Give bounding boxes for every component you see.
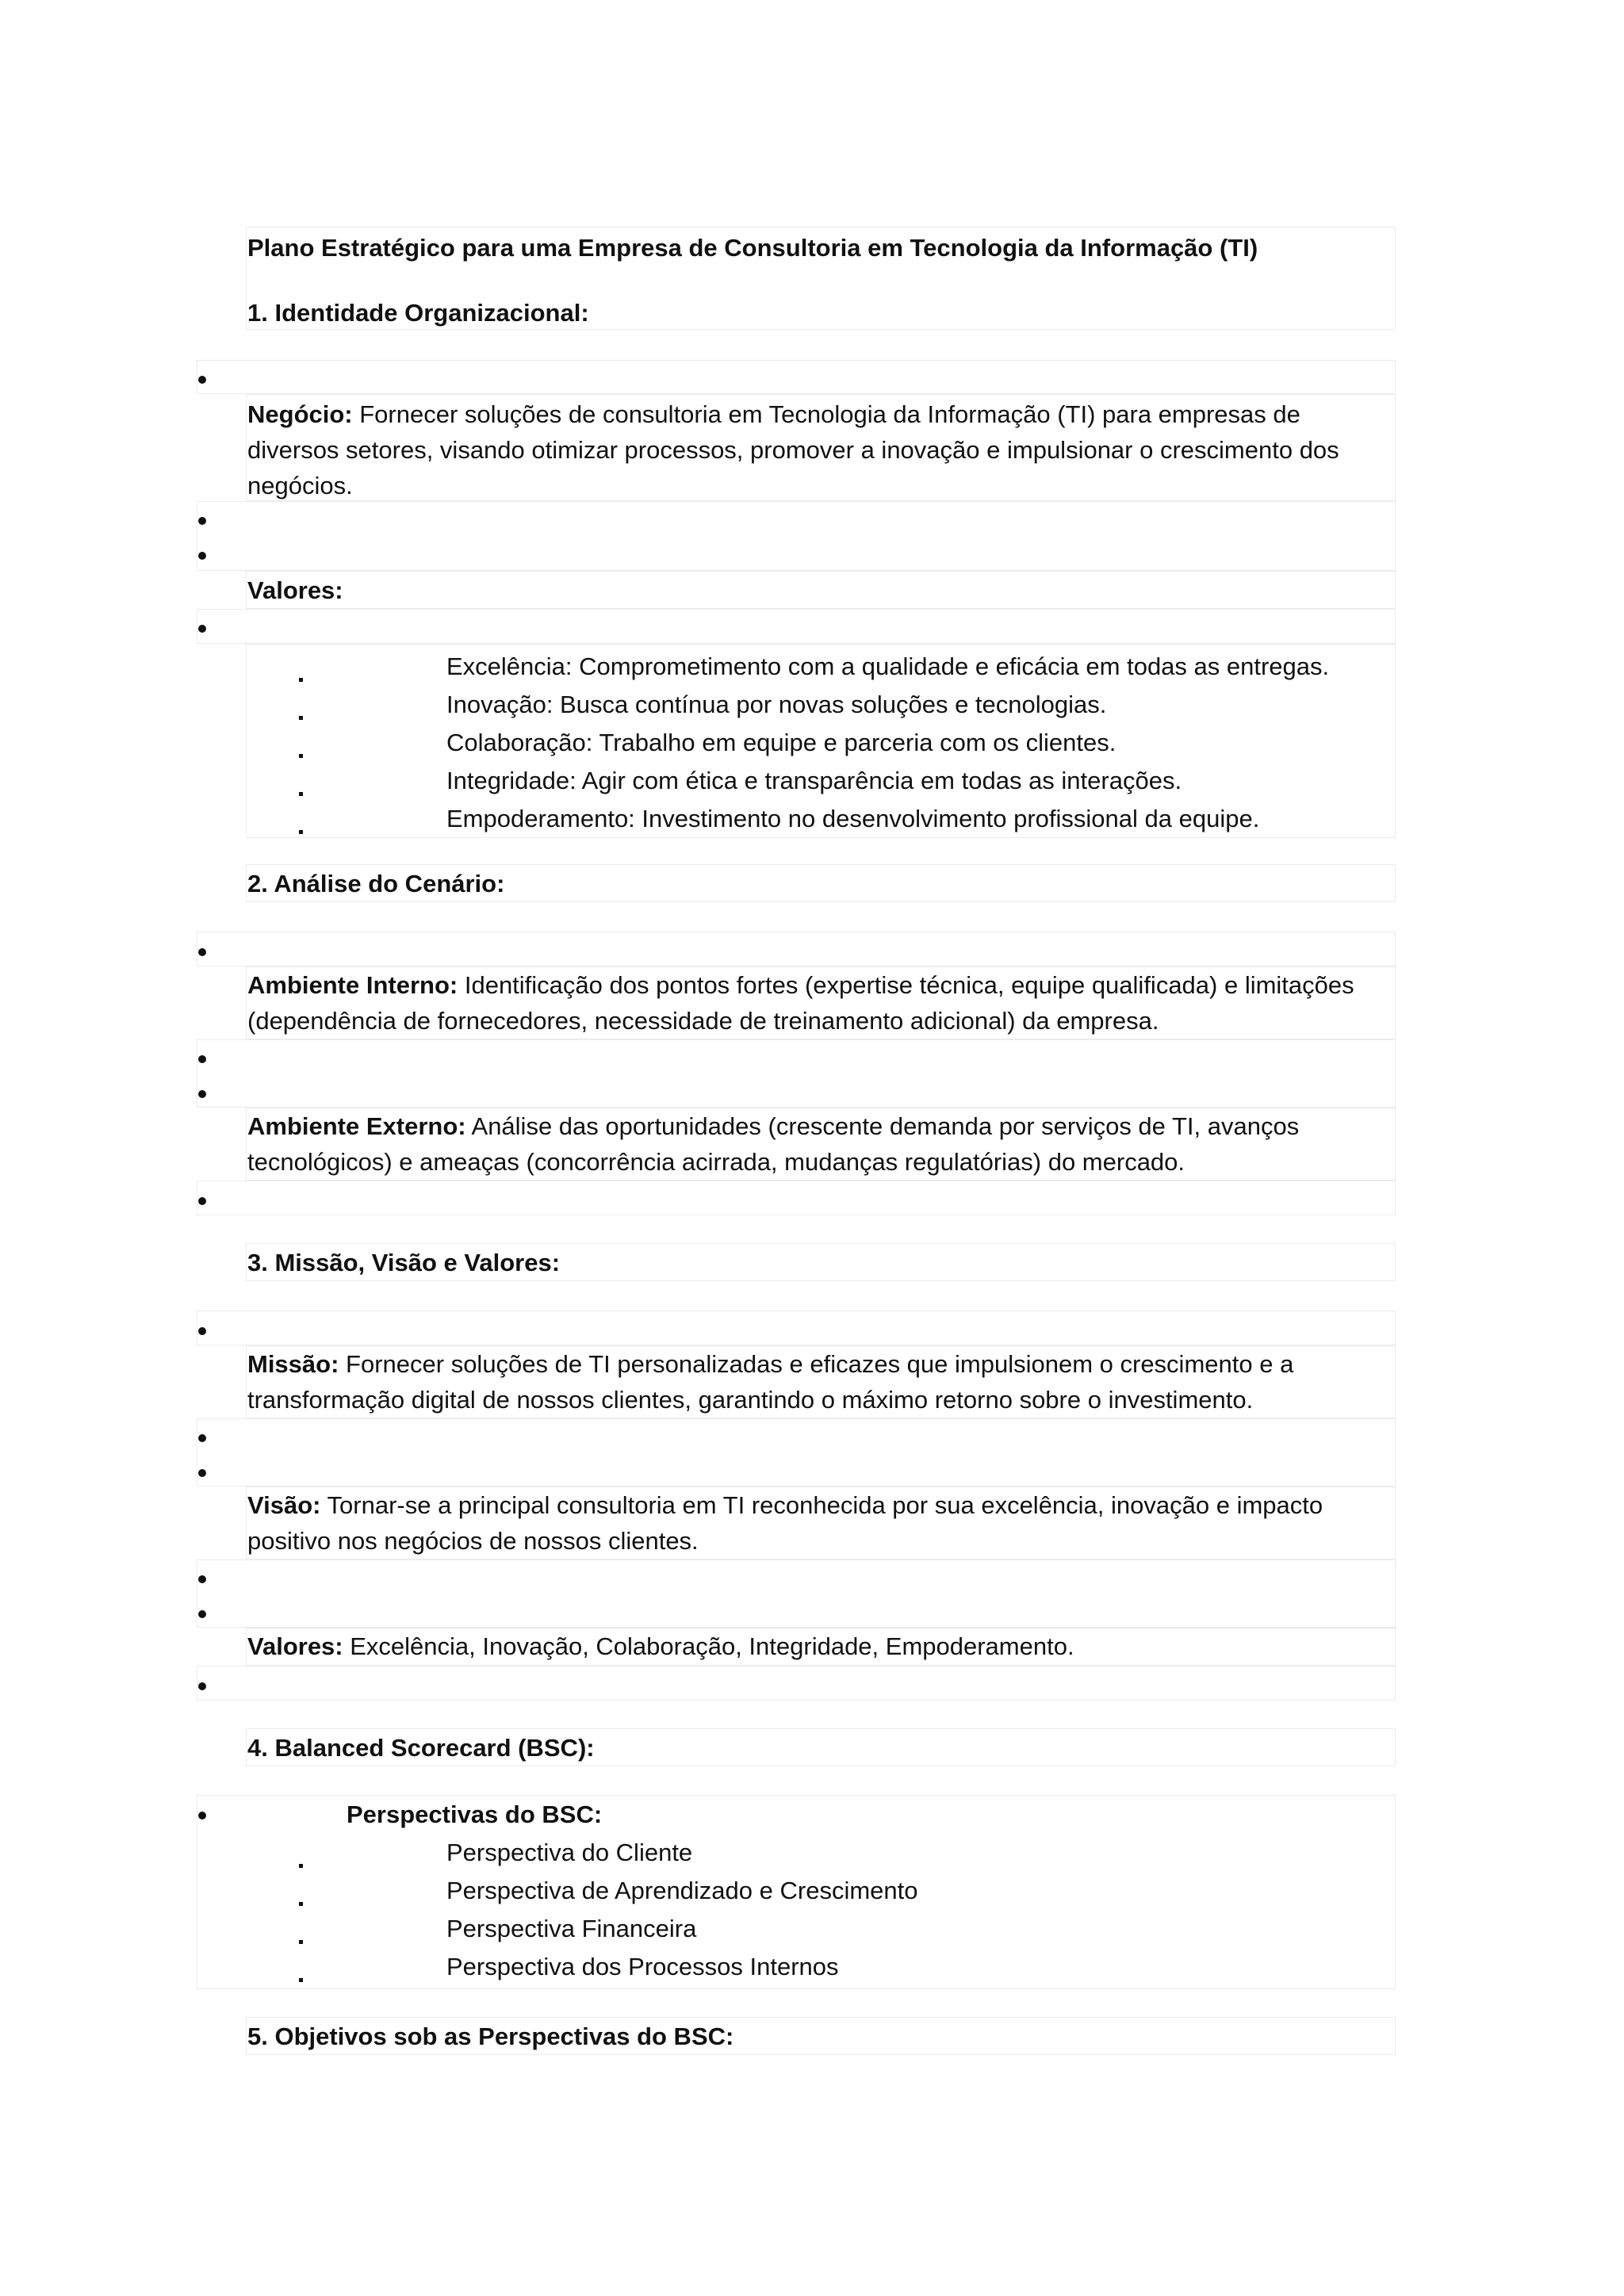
perspectiva-item: Perspectiva dos Processos Internos (446, 1953, 839, 1980)
bullet (198, 1575, 206, 1583)
empty-row (197, 609, 1396, 644)
bullet (198, 1610, 206, 1618)
section-5-heading: 5. Objetivos sob as Perspectivas do BSC: (247, 2022, 734, 2050)
perspectiva-item: Perspectiva de Aprendizado e Crescimento (446, 1877, 918, 1904)
empty-row (197, 360, 1396, 394)
negocio-paragraph (247, 396, 1373, 503)
section-4-heading: 4. Balanced Scorecard (BSC): (247, 1734, 595, 1762)
externo-label: Ambiente Externo: (247, 1112, 466, 1140)
bullet (198, 1434, 206, 1442)
interno-paragraph (247, 967, 1373, 1039)
section-1-heading: 1. Identidade Organizacional: (247, 299, 589, 327)
list-dot (299, 830, 303, 834)
visao-label: Visão: (247, 1491, 321, 1519)
bullet (198, 1682, 206, 1690)
bullet (198, 376, 206, 384)
empty-row (197, 1311, 1396, 1345)
valores-item: Empoderamento: Investimento no desenvolvimento profissional da equipe. (446, 805, 1260, 832)
bullet (198, 517, 206, 525)
bullet (198, 1469, 206, 1477)
list-dot (299, 678, 303, 682)
valores-summary-paragraph (247, 1628, 1389, 1664)
missao-label: Missão: (247, 1350, 339, 1378)
section-2-heading: 2. Análise do Cenário: (247, 870, 505, 897)
bullet (198, 1812, 206, 1820)
negocio-text: Fornecer soluções de consultoria em Tecnologia da Informação (TI) para empresas de diversos setores, visando otimizar processos, promover a inovação e impulsionar o crescimento dos negócios. (247, 400, 1339, 499)
perspectiva-item: Perspectiva Financeira (446, 1915, 697, 1942)
perspectivas-label: Perspectivas do BSC: (347, 1800, 603, 1828)
empty-row (197, 932, 1396, 966)
missao-paragraph (247, 1346, 1373, 1418)
negocio-label: Negócio: (247, 400, 353, 428)
empty-row (197, 1666, 1396, 1701)
section-3-heading: 3. Missão, Visão e Valores: (247, 1249, 561, 1276)
externo-paragraph (247, 1108, 1373, 1180)
page-title: Plano Estratégico para uma Empresa de Consultoria em Tecnologia da Informação (TI) (247, 234, 1258, 262)
bullet (198, 1197, 206, 1205)
list-dot (299, 792, 303, 796)
list-dot (299, 1940, 303, 1944)
bullet (198, 1090, 206, 1098)
missao-text: Fornecer soluções de TI personalizadas e eficazes que impulsionem o crescimento e a transformação digital de nossos clientes, garantindo o máximo retorno sobre o investimento. (247, 1350, 1294, 1414)
empty-row (197, 1418, 1396, 1487)
valores-item: Colaboração: Trabalho em equipe e parceria com os clientes. (446, 729, 1116, 756)
externo-text: Análise das oportunidades (crescente demanda por serviços de TI, avanços tecnológicos) e ameaças (concorrência acirrada, mudanças regulatórias) do mercado. (247, 1112, 1300, 1176)
list-dot (299, 754, 303, 758)
empty-row (197, 1559, 1396, 1628)
valores-label: Valores: (247, 576, 343, 604)
valores-item: Excelência: Comprometimento com a qualidade e eficácia em todas as entregas. (446, 652, 1330, 680)
bullet (198, 1055, 206, 1063)
list-dot (299, 1902, 303, 1906)
list-dot (299, 1864, 303, 1868)
valores-item: Integridade: Agir com ética e transparência em todas as interações. (446, 767, 1182, 794)
list-dot (299, 716, 303, 720)
list-dot (299, 1978, 303, 1982)
visao-text: Tornar-se a principal consultoria em TI reconhecida por sua excelência, inovação e impacto positivo nos negócios de nossos clientes. (247, 1491, 1323, 1555)
bullet (198, 1327, 206, 1335)
bullet (198, 625, 206, 633)
interno-label: Ambiente Interno: (247, 971, 458, 999)
interno-text: Identificação dos pontos fortes (expertise técnica, equipe qualificada) e limitações (dependência de fornecedores, necessidade de treinamento adicional) da empresa. (247, 971, 1354, 1035)
empty-row (197, 1039, 1396, 1108)
bullet (198, 948, 206, 956)
empty-row (197, 1181, 1396, 1215)
empty-row (197, 501, 1396, 571)
visao-paragraph (247, 1487, 1373, 1559)
bullet (198, 552, 206, 560)
valores-summary-text: Excelência, Inovação, Colaboração, Integridade, Empoderamento. (343, 1632, 1074, 1660)
perspectiva-item: Perspectiva do Cliente (446, 1839, 693, 1866)
valores-item: Inovação: Busca contínua por novas soluções e tecnologias. (446, 691, 1107, 718)
valores-summary-label: Valores: (247, 1632, 343, 1660)
